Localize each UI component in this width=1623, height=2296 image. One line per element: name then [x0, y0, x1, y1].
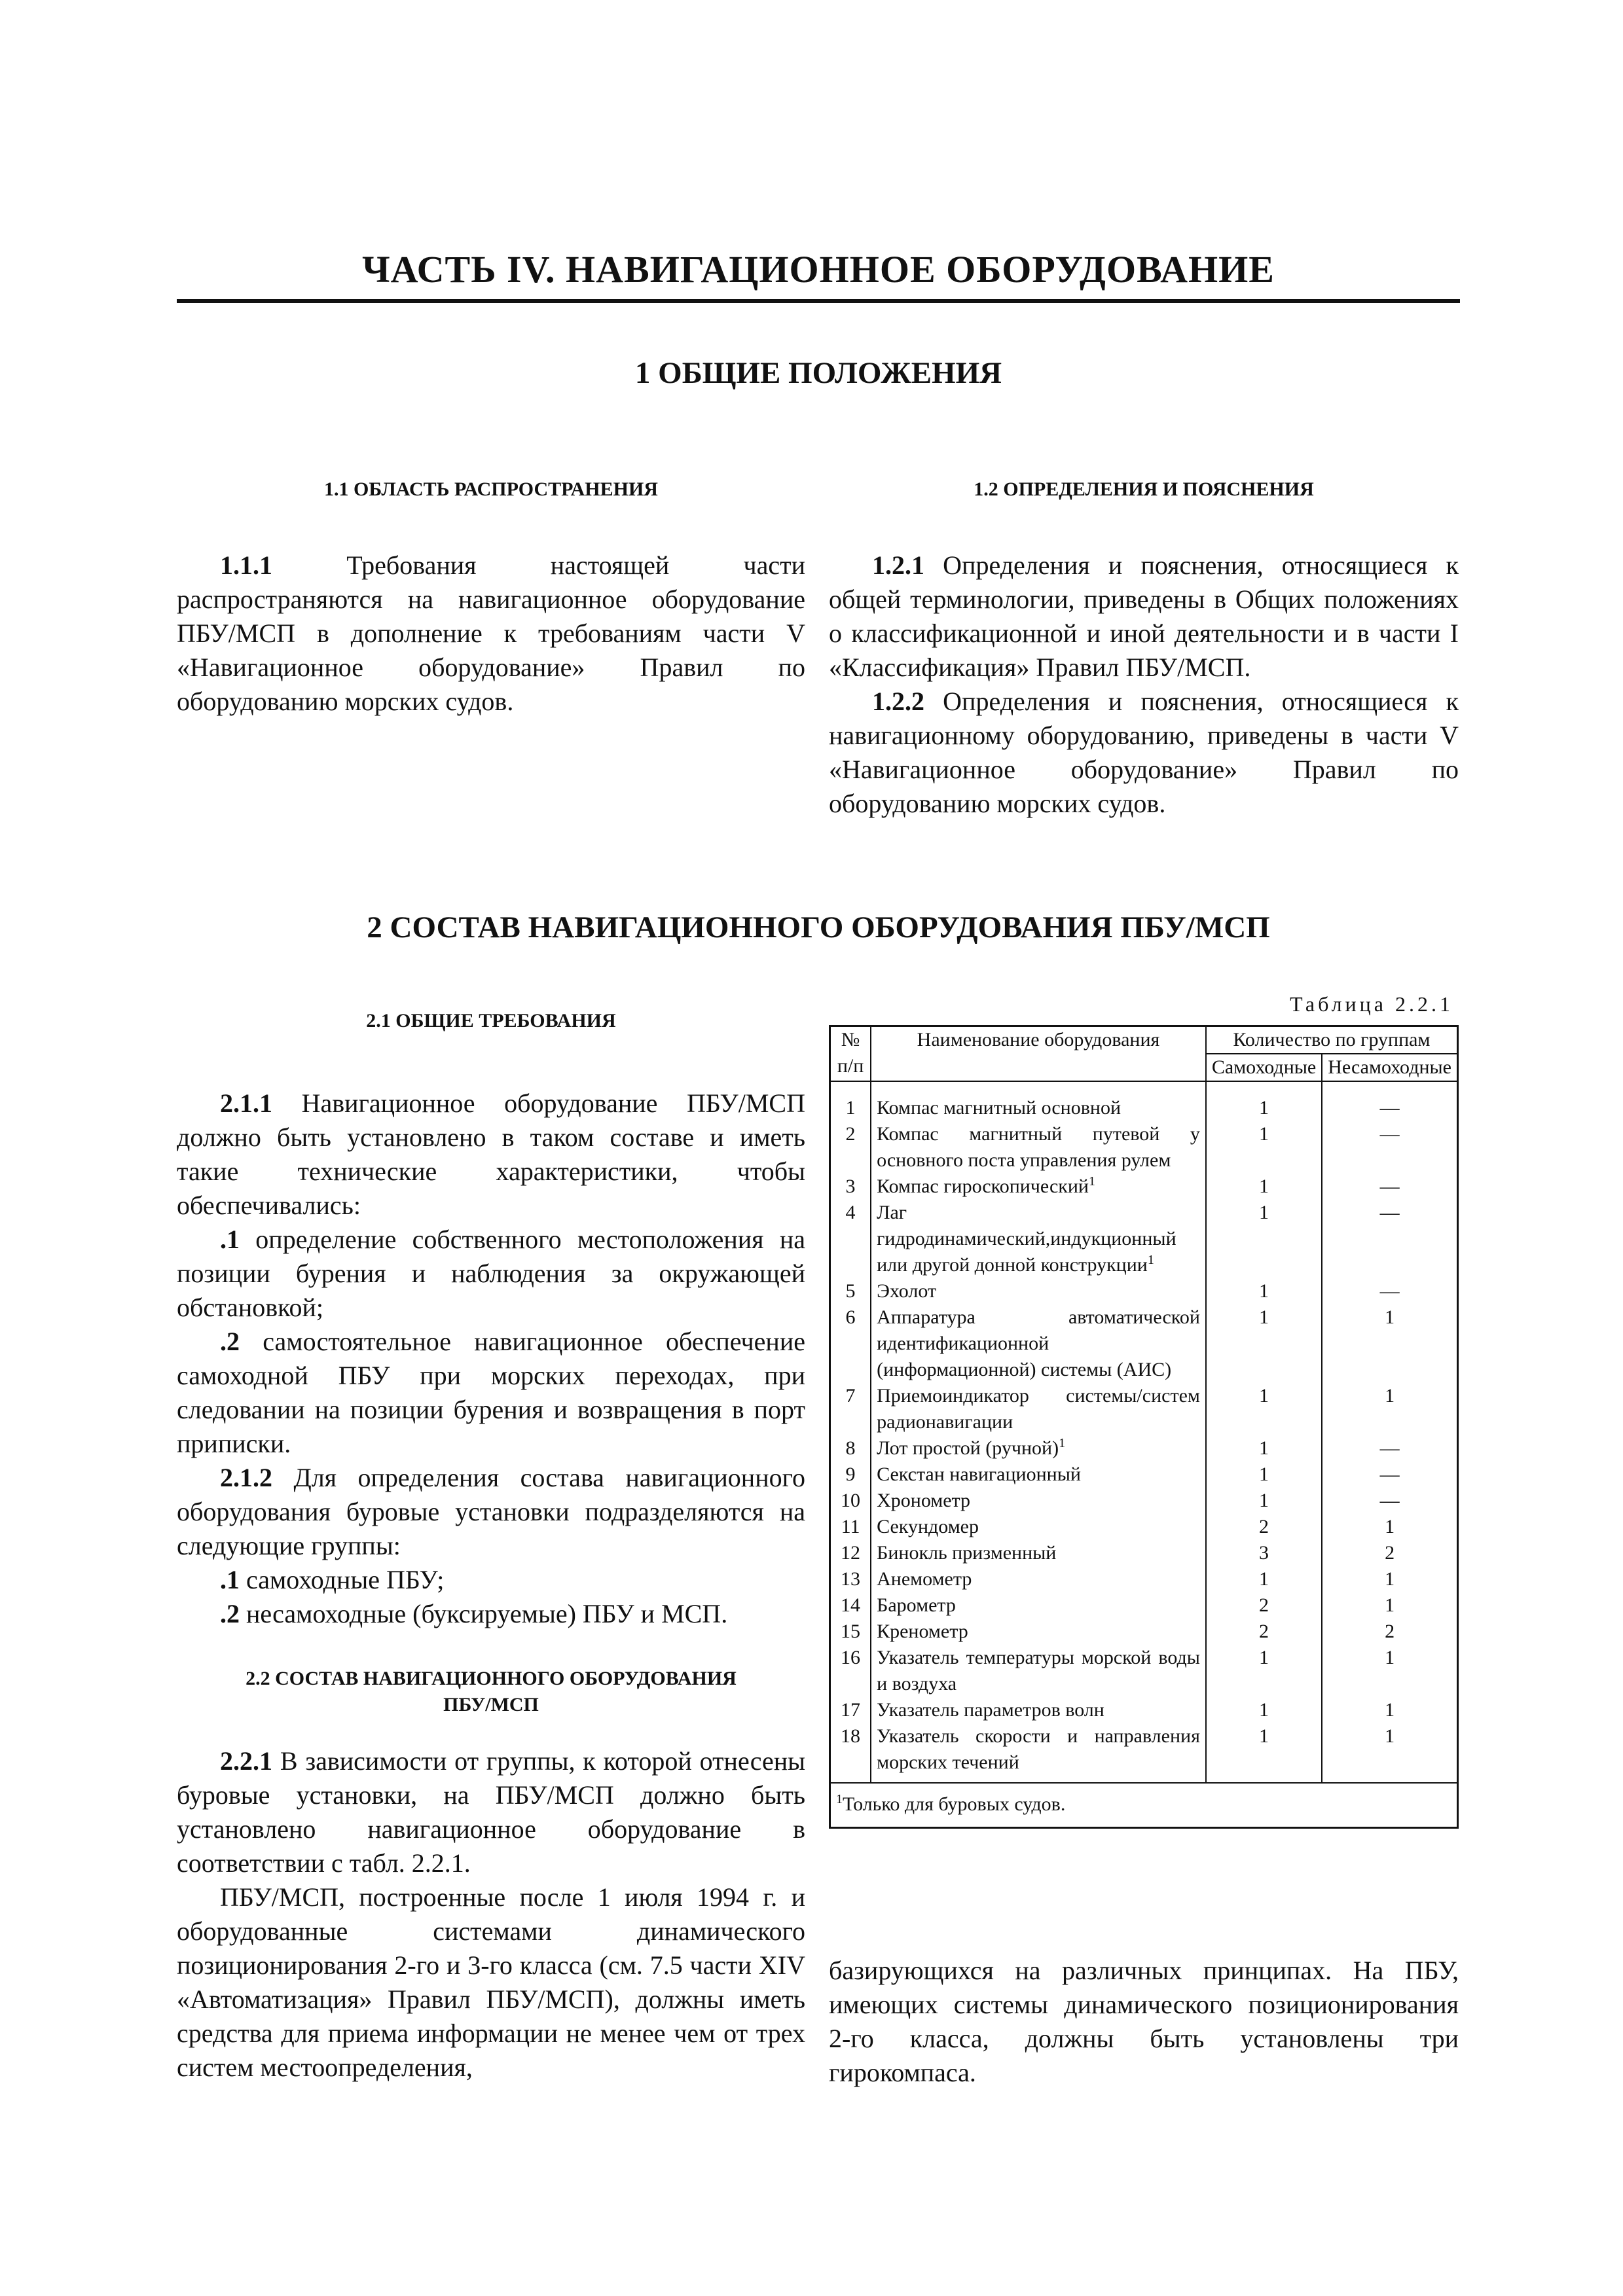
row-self-propelled-qty: 1 — [1206, 1723, 1322, 1783]
row-self-propelled-qty: 2 — [1206, 1592, 1322, 1619]
row-equipment-name: Хронометр — [871, 1488, 1206, 1514]
row-non-self-propelled-qty: — — [1322, 1435, 1457, 1462]
table-row — [830, 1723, 1458, 1783]
row-non-self-propelled-qty: 1 — [1322, 1723, 1457, 1783]
paragraph-1-1-1: 1.1.1 Требования настоящей части распространяются на навигационное оборудование ПБУ/МСП в дополнение к требованиям части V «Навигационное оборудование» Правил по оборудованию морских судов. — [177, 550, 805, 716]
row-number: 6 — [830, 1304, 871, 1383]
row-equipment-name: Приемоиндикатор системы/систем радионавигации — [871, 1383, 1206, 1435]
table-header-self-propelled: Самоходные — [1206, 1054, 1322, 1081]
row-number: 10 — [830, 1488, 871, 1514]
row-self-propelled-qty: 1 — [1206, 1174, 1322, 1200]
paragraph-2-1-2: 2.1.2 Для определения состава навигационного оборудования буровые установки подразделяются на следующие группы: — [177, 1463, 806, 1560]
table-row — [830, 1566, 1458, 1592]
subsection-1-1-title: 1.1 ОБЛАСТЬ РАСПРОСТРАНЕНИЯ — [324, 478, 658, 500]
list-item: .2 несамоходные (буксируемые) ПБУ и МСП. — [220, 1599, 728, 1628]
table-row — [830, 1619, 1458, 1645]
row-self-propelled-qty: 2 — [1206, 1619, 1322, 1645]
row-equipment-name: Анемометр — [871, 1566, 1206, 1592]
row-non-self-propelled-qty: 1 — [1322, 1304, 1457, 1383]
row-equipment-name: Секундомер — [871, 1514, 1206, 1540]
table-header-name: Наименование оборудования — [871, 1026, 1206, 1082]
row-non-self-propelled-qty: 1 — [1322, 1514, 1457, 1540]
row-self-propelled-qty: 1 — [1206, 1121, 1322, 1174]
row-equipment-name: Кренометр — [871, 1619, 1206, 1645]
row-equipment-name: Барометр — [871, 1592, 1206, 1619]
row-self-propelled-qty: 1 — [1206, 1435, 1322, 1462]
table-row — [830, 1645, 1458, 1697]
row-non-self-propelled-qty: 1 — [1322, 1645, 1457, 1697]
subsection-2-2-title: 2.2 СОСТАВ НАВИГАЦИОННОГО ОБОРУДОВАНИЯ ПБУ/МСП — [246, 1668, 737, 1715]
title-rule — [177, 299, 1460, 303]
section-1-title: 1 ОБЩИЕ ПОЛОЖЕНИЯ — [634, 356, 1002, 390]
row-self-propelled-qty: 3 — [1206, 1540, 1322, 1566]
row-number: 15 — [830, 1619, 871, 1645]
row-self-propelled-qty: 2 — [1206, 1514, 1322, 1540]
table-header-number: № п/п — [830, 1026, 871, 1082]
section-2-2-text-right — [829, 1954, 1459, 2090]
row-self-propelled-qty: 1 — [1206, 1488, 1322, 1514]
row-non-self-propelled-qty: 1 — [1322, 1592, 1457, 1619]
row-number: 17 — [830, 1697, 871, 1723]
row-non-self-propelled-qty: — — [1322, 1121, 1457, 1174]
row-equipment-name: Аппаратура автоматической идентификационной (информационной) системы (АИС) — [871, 1304, 1206, 1383]
row-number: 4 — [830, 1200, 871, 1278]
row-self-propelled-qty: 1 — [1206, 1566, 1322, 1592]
table-row — [830, 1304, 1458, 1383]
row-equipment-name: Указатель параметров волн — [871, 1697, 1206, 1723]
table-row — [830, 1697, 1458, 1723]
row-number: 1 — [830, 1081, 871, 1121]
row-non-self-propelled-qty: — — [1322, 1488, 1457, 1514]
row-non-self-propelled-qty: — — [1322, 1081, 1457, 1121]
row-equipment-name: Указатель температуры морской воды и воздуха — [871, 1645, 1206, 1697]
table-row — [830, 1081, 1458, 1121]
row-non-self-propelled-qty: — — [1322, 1174, 1457, 1200]
row-number: 18 — [830, 1723, 871, 1783]
row-equipment-name: Компас гироскопический$^1$ — [871, 1174, 1206, 1200]
list-item: .1 определение собственного местоположения на позиции бурения и наблюдения за окружающей обстановкой; — [177, 1225, 805, 1322]
paragraph-2-2-1-end: базирующихся на различных принципах. На ПБУ, имеющих системы динамического позиционирования 2-го класса, должны быть установлены три гирокомпаса. — [829, 1956, 1459, 2087]
table-row — [830, 1278, 1458, 1304]
row-number: 13 — [830, 1566, 871, 1592]
row-non-self-propelled-qty: — — [1322, 1278, 1457, 1304]
table-row — [830, 1462, 1458, 1488]
footnote-marker: 1 — [1088, 1174, 1095, 1189]
row-number: 2 — [830, 1121, 871, 1174]
paragraph-1-2-1: 1.2.1 Определения и пояснения, относящиеся к общей терминологии, приведены в Общих положениях о классификационной и иной деятельности и в части I «Классификация» Правил ПБУ/МСП. — [829, 550, 1459, 682]
row-number: 5 — [830, 1278, 871, 1304]
table-row — [830, 1514, 1458, 1540]
row-non-self-propelled-qty: 1 — [1322, 1566, 1457, 1592]
row-non-self-propelled-qty: 1 — [1322, 1383, 1457, 1435]
table-row — [830, 1200, 1458, 1278]
row-number: 8 — [830, 1435, 871, 1462]
row-self-propelled-qty: 1 — [1206, 1697, 1322, 1723]
row-number: 12 — [830, 1540, 871, 1566]
row-non-self-propelled-qty: 2 — [1322, 1619, 1457, 1645]
equipment-table — [829, 1025, 1459, 1829]
row-non-self-propelled-qty: — — [1322, 1462, 1457, 1488]
table-header-quantity: Количество по группам — [1206, 1026, 1458, 1054]
footnote-marker: 1 — [1147, 1253, 1154, 1267]
row-number: 14 — [830, 1592, 871, 1619]
subsection-1-2-title: 1.2 ОПРЕДЕЛЕНИЯ И ПОЯСНЕНИЯ — [974, 478, 1314, 500]
row-equipment-name: Секстан навигационный — [871, 1462, 1206, 1488]
row-non-self-propelled-qty: 1 — [1322, 1697, 1457, 1723]
row-self-propelled-qty: 1 — [1206, 1278, 1322, 1304]
row-equipment-name: Бинокль призменный — [871, 1540, 1206, 1566]
part-title: ЧАСТЬ IV. НАВИГАЦИОННОЕ ОБОРУДОВАНИЕ — [362, 248, 1275, 291]
table-row — [830, 1174, 1458, 1200]
row-number: 16 — [830, 1645, 871, 1697]
table-row — [830, 1383, 1458, 1435]
row-number: 7 — [830, 1383, 871, 1435]
section-2-title: 2 СОСТАВ НАВИГАЦИОННОГО ОБОРУДОВАНИЯ ПБУ/МСП — [367, 910, 1270, 944]
footnote-marker: 1 — [1059, 1436, 1066, 1450]
table-row — [830, 1488, 1458, 1514]
row-equipment-name: Лаг гидродинамический,индукционный или другой донной конструкции$^1$ — [871, 1200, 1206, 1278]
section-2-1-text — [177, 1086, 805, 1631]
row-self-propelled-qty: 1 — [1206, 1081, 1322, 1121]
row-non-self-propelled-qty: 2 — [1322, 1540, 1457, 1566]
paragraph-2-1-1: 2.1.1 Навигационное оборудование ПБУ/МСП должно быть установлено в таком составе и иметь такие технические характеристики, чтобы обеспечивались: — [177, 1088, 805, 1220]
paragraph-2-2-1: 2.2.1 В зависимости от группы, к которой отнесены буровые установки, на ПБУ/МСП должно быть установлено навигационное оборудование в соответствии с табл. 2.2.1. — [177, 1746, 805, 1878]
table-caption: Таблица 2.2.1 — [1290, 992, 1453, 1016]
row-self-propelled-qty: 1 — [1206, 1200, 1322, 1278]
row-number: 11 — [830, 1514, 871, 1540]
row-self-propelled-qty: 1 — [1206, 1383, 1322, 1435]
row-self-propelled-qty: 1 — [1206, 1304, 1322, 1383]
row-equipment-name: Компас магнитный основной — [871, 1081, 1206, 1121]
section-1-2-text — [829, 548, 1459, 821]
row-equipment-name: Компас магнитный путевой у основного поста управления рулем — [871, 1121, 1206, 1174]
table-row — [830, 1435, 1458, 1462]
table-body — [830, 1081, 1458, 1783]
row-self-propelled-qty: 1 — [1206, 1645, 1322, 1697]
row-equipment-name: Указатель скорости и направления морских течений — [871, 1723, 1206, 1783]
row-number: 3 — [830, 1174, 871, 1200]
subsection-2-1-title: 2.1 ОБЩИЕ ТРЕБОВАНИЯ — [366, 1010, 616, 1031]
section-1-1-text — [177, 548, 805, 719]
row-self-propelled-qty: 1 — [1206, 1462, 1322, 1488]
row-equipment-name: Лот простой (ручной)$^1$ — [871, 1435, 1206, 1462]
paragraph-1-2-2: 1.2.2 Определения и пояснения, относящиеся к навигационному оборудованию, приведены в части V «Навигационное оборудование» Правил по оборудованию морских судов. — [829, 687, 1459, 818]
list-item: .2 самостоятельное навигационное обеспечение самоходной ПБУ при морских переходах, при следовании на позиции бурения и возвращения в порт приписки. — [177, 1327, 805, 1458]
paragraph-2-2-1-continued: ПБУ/МСП, построенные после 1 июля 1994 г. и оборудованные системами динамического позиционирования 2-го и 3-го класса (см. 7.5 части XIV «Автоматизация» Правил ПБУ/МСП), должны иметь средства для приема информации не менее чем от трех систем местоопределения, — [177, 1882, 805, 2082]
row-equipment-name: Эхолот — [871, 1278, 1206, 1304]
row-number: 9 — [830, 1462, 871, 1488]
table-row — [830, 1121, 1458, 1174]
table-footnote: $^1$Только для буровых судов. — [830, 1783, 1458, 1828]
table-row — [830, 1540, 1458, 1566]
list-item: .1 самоходные ПБУ; — [220, 1565, 445, 1594]
section-2-2-text — [177, 1744, 805, 2085]
table-header-non-self-propelled: Несамоходные — [1322, 1054, 1457, 1081]
table-row — [830, 1592, 1458, 1619]
row-non-self-propelled-qty: — — [1322, 1200, 1457, 1278]
